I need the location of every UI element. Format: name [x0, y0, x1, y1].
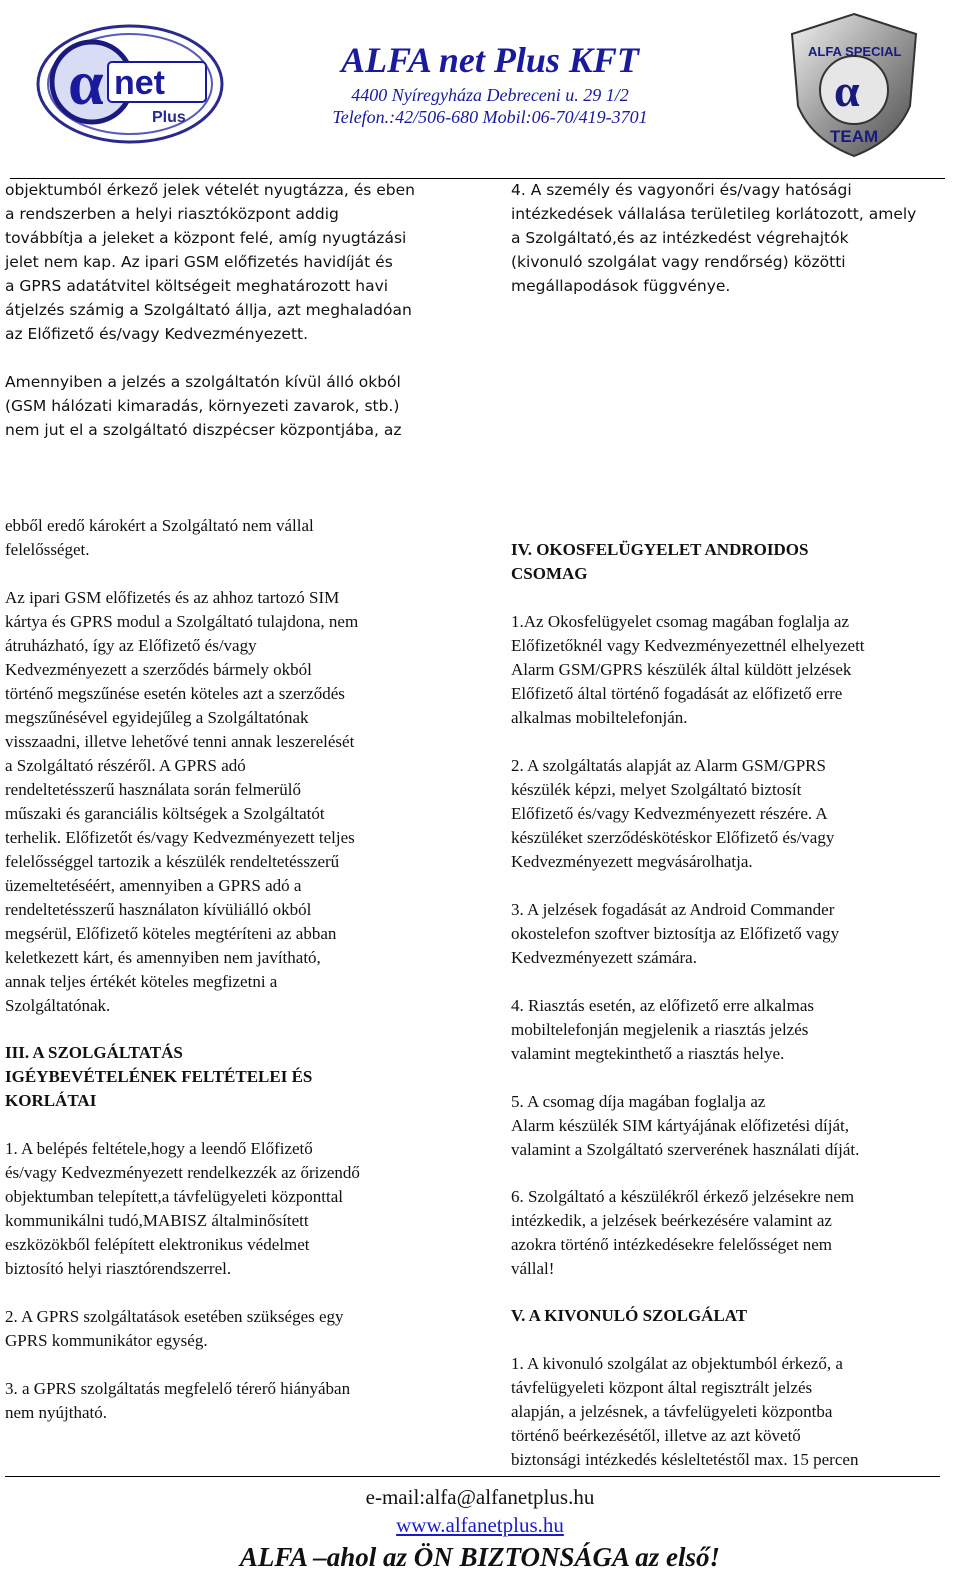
section-heading-3: III. A SZOLGÁLTATÁS IGÉYBEVÉTELÉNEK FELTÉTELEI ÉS KORLÁTAI — [5, 1043, 313, 1110]
footer-divider — [5, 1476, 940, 1477]
left-paragraph-2: Az ipari GSM előfizetés és az ahhoz tartozó SIM kártya és GPRS modul a Szolgáltató tulajdona, nem átruházható, így az Előfizető és/vagy Kedvezményezett a szerződés bármely okból történő megszűnése esetén köteles azt a szerződés megszűnésével egyidejűleg a Szolgáltatónak visszaadni, illetve lehetővé tenni annak leszerelését a Szolgáltató részéről. A GPRS adó rendeltetésszerű használata során felmerülő műszaki és garanciális költségek a Szolgáltatót terhelik. Előfizetőt és/vagy Kedvezményezett teljes felelősséggel tartozik a készülék rendeltetésszerű üzemeltetéséért, amennyiben a GPRS adó a rendeltetésszerű használaton kívüliálló okból megsérül, Előfizető köteles megtéríteni az abban keletkezett kárt, és amennyiben nem javítható, annak teljes értékét köteles megfizetni a Szolgáltatónak. — [5, 588, 359, 1015]
logo-plus-text: Plus — [152, 109, 186, 126]
footer-website-link[interactable]: www.alfanetplus.hu — [396, 1513, 564, 1537]
right-paragraph-3: 3. A jelzések fogadását az Android Commander okostelefon szoftver biztosítja az Előfizető vagy Kedvezményezett számára. — [511, 900, 840, 967]
right-paragraph-4: 4. Riasztás esetén, az előfizető erre alkalmas mobiltelefonján megjelenik a riasztás jelzés valamint megtekinthető a riasztás helye. — [511, 996, 815, 1063]
svg-text:α: α — [68, 47, 104, 118]
right-paragraph-2: 2. A szolgáltatás alapját az Alarm GSM/GPRS készülék képzi, melyet Szolgáltató biztosít Előfizető és/vagy Kedvezményezett részére. A készüléket szerződéskötéskor Előfizető és/vagy Kedvezményezett megvásárolhatja. — [511, 756, 835, 871]
badge-bottom-text: TEAM — [830, 127, 879, 146]
svg-text:α: α — [834, 65, 860, 116]
right-paragraph-6: 6. Szolgáltató a készülékről érkező jelzésekre nem intézkedik, a jelzések beérkezésére valamint az azokra történő intézkedésekre felelősséget nem vállal! — [511, 1187, 855, 1278]
top-left-paragraph-2: Amennyiben a jelzés a szolgáltatón kívül álló okból (GSM hálózati kimaradás, környezeti zavarok, stb.) nem jut el a szolgáltató diszpécser központjába, az — [5, 373, 402, 439]
company-name: ALFA net Plus KFT — [341, 40, 639, 80]
footer-slogan: ALFA –ahol az ÖN BIZTONSÁGA az első! — [239, 1542, 721, 1572]
right-paragraph-5: 5. A csomag díja magában foglalja az Alarm készülék SIM kártyájának előfizetési díját, valamint a Szolgáltató szerverének használati díját. — [511, 1092, 860, 1159]
top-right-paragraph: 4. A személy és vagyonőri és/vagy hatósági intézkedések vállalása területileg korlátozott, amely a Szolgáltató,és az intézkedést végrehajtók (kivonuló szolgálat vagy rendőrség) közötti megállapodások függvénye. — [511, 181, 917, 295]
top-left-paragraph-1: objektumból érkező jelek vételét nyugtázza, és eben a rendszerben a helyi riasztóközpont addig továbbítja a jeleket a központ felé, amíg nyugtázási jelet nem kap. Az ipari GSM előfizetés havidíját és a GPRS adatátvitel költségeit meghatározott havi átjelzés számig a Szolgáltató állja, azt meghaladóan az Előfizető és/vagy Kedvezményezett. — [5, 181, 416, 343]
logo-net-text: net — [114, 64, 165, 102]
left-paragraph-4: 2. A GPRS szolgáltatások esetében szükséges egy GPRS kommunikátor egység. — [5, 1307, 344, 1350]
badge-top-text: ALFA SPECIAL — [808, 44, 902, 59]
left-paragraph-3: 1. A belépés feltétele,hogy a leendő Előfizető és/vagy Kedvezményezett rendelkezzék az őrizendő objektumban telepített,a távfelügyeleti központtal kommunikálni tudó,MABISZ általminősített eszközökből felépített elektronikus védelmet biztosító helyi riasztórendszerrel. — [5, 1139, 360, 1278]
left-paragraph-5: 3. a GPRS szolgáltatás megfelelő térerő hiányában nem nyújtható. — [5, 1379, 351, 1422]
special-team-badge — [786, 10, 922, 160]
right-paragraph-1: 1.Az Okosfelügyelet csomag magában foglalja az Előfizetőknél vagy Kedvezményezettnél elhelyezett Alarm GSM/GPRS készülék által küldött jelzések Előfizető által történő fogadását az előfizető erre alkalmas mobiltelefonján. — [511, 612, 865, 727]
footer-email: e-mail:alfa@alfanetplus.hu — [365, 1485, 595, 1509]
company-address: 4400 Nyíregyháza Debreceni u. 29 1/2 — [351, 85, 629, 105]
section-heading-4: IV. OKOSFELÜGYELET ANDROIDOS CSOMAG — [511, 540, 809, 583]
section-heading-5: V. A KIVONULÓ SZOLGÁLAT — [511, 1306, 748, 1325]
company-logo — [30, 14, 230, 154]
company-phone: Telefon.:42/506-680 Mobil:06-70/419-3701 — [332, 107, 648, 127]
left-paragraph-1: ebből eredő károkért a Szolgáltató nem vállal felelősséget. — [5, 516, 314, 559]
right-paragraph-7: 1. A kivonuló szolgálat az objektumból érkező, a távfelügyeleti központ által regisztrált jelzés alapján, a jelzésnek, a távfelügyeleti központba történő beérkezésétől, illetve az azt követő biztonsági intézkedés késleltetéstől max. 15 percen — [511, 1354, 859, 1469]
